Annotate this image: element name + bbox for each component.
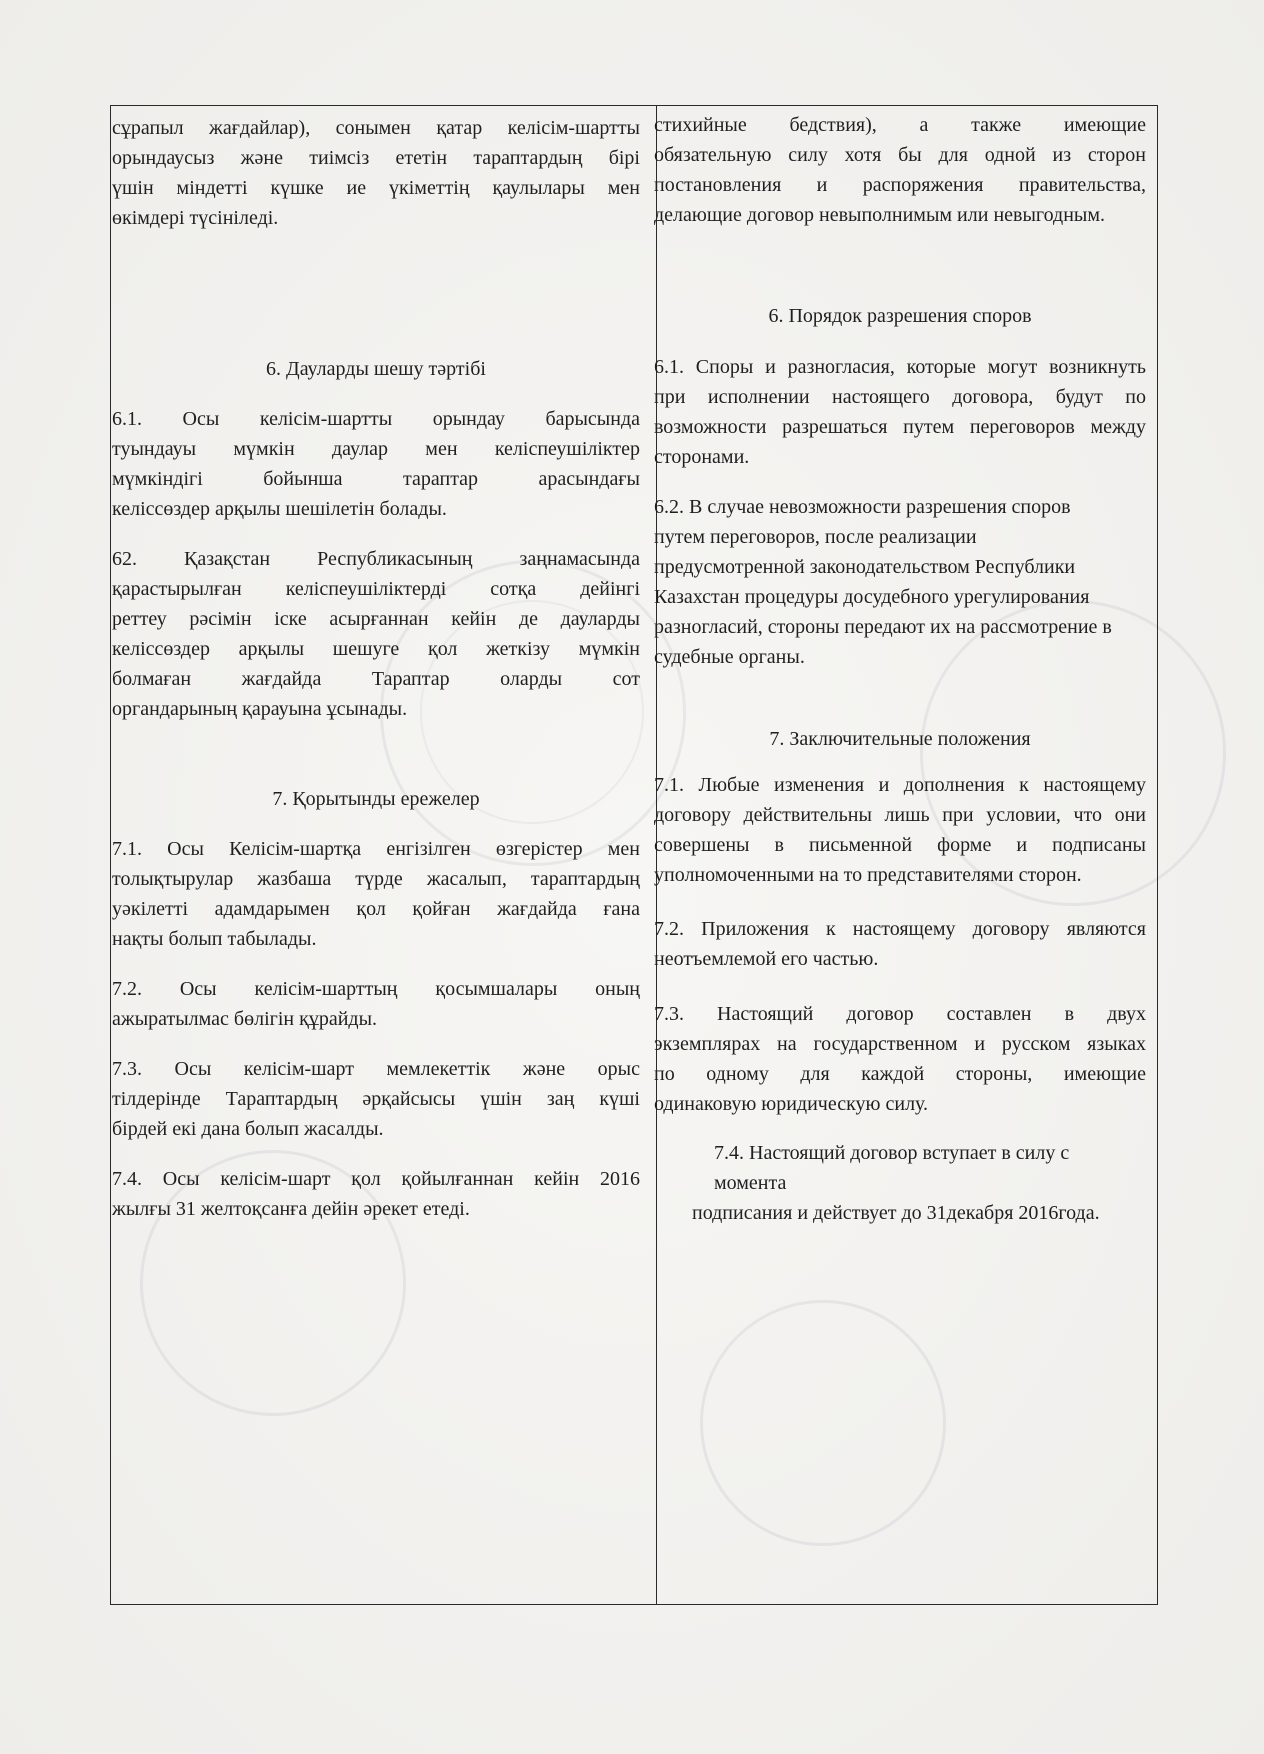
kz-clause-7-1 <box>112 834 640 954</box>
ru-6-1-line-2: при исполнении настоящего договора, будут по <box>654 386 1146 408</box>
kz-clause-7-3 <box>112 1054 640 1144</box>
ru-7-1-line-1: 7.1. Любые изменения и дополнения к настоящему <box>654 774 1146 796</box>
ru-7-4-line-1: 7.4. Настоящий договор вступает в силу с момента <box>714 1142 1070 1194</box>
kz-intro-line-2: орындаусыз және тиімсіз ететін тараптардың бірі <box>112 147 640 169</box>
ru-7-3-line-1: 7.3. Настоящий договор составлен в двух <box>654 1003 1146 1025</box>
ru-clause-7-1 <box>654 770 1146 890</box>
kz-intro-line-3: үшін міндетті күшке ие үкіметтің қаулылары мен <box>112 177 640 199</box>
ru-clause-6-2 <box>654 492 1146 672</box>
kz-7-3-line-3: бірдей екі дана болып жасалды. <box>112 1118 384 1140</box>
ru-7-2-line-2: неотъемлемой его частью. <box>654 948 879 970</box>
ru-clause-7-3 <box>654 999 1146 1119</box>
ru-intro-line-1: стихийные бедствия), а также имеющие <box>654 114 1146 136</box>
kz-7-3-line-1: 7.3. Осы келісім-шарт мемлекеттік және орыс <box>112 1058 640 1080</box>
kz-7-3-line-2: тілдерінде Тараптардың әрқайсысы үшін заң күші <box>112 1088 640 1110</box>
kz-6-2-line-2: қарастырылған келіспеушіліктерді сотқа дейінгі <box>112 578 640 600</box>
kz-7-2-line-1: 7.2. Осы келісім-шарттың қосымшалары оның <box>112 978 640 1000</box>
kz-6-2-line-3: реттеу рәсімін іске асырғаннан кейін де дауларды <box>112 608 640 630</box>
ru-clause-6-1 <box>654 352 1146 472</box>
ru-7-3-line-3: по одному для каждой стороны, имеющие <box>654 1063 1146 1085</box>
kz-7-1-line-2: толықтырулар жазбаша түрде жасалып, тараптардың <box>112 868 640 890</box>
ru-intro-line-4: делающие договор невыполнимым или невыгодным. <box>654 204 1106 226</box>
kz-7-1-line-1: 7.1. Осы Келісім-шартқа енгізілген өзгерістер мен <box>112 838 640 860</box>
kz-clause-6-2 <box>112 544 640 724</box>
kz-6-2-line-1: 62. Қазақстан Республикасының заңнамасында <box>112 548 640 570</box>
ru-6-2-line-1: 6.2. В случае невозможности разрешения споров <box>654 496 1071 518</box>
ru-7-1-line-4: уполномоченными на то представителями сторон. <box>654 864 1082 886</box>
ru-section-6-title: 6. Порядок разрешения споров <box>768 305 1032 327</box>
ru-intro-line-2: обязательную силу хотя бы для одной из сторон <box>654 144 1146 166</box>
ru-6-1-line-1: 6.1. Споры и разногласия, которые могут возникнуть <box>654 356 1146 378</box>
kz-clause-7-4 <box>112 1164 640 1224</box>
kz-6-2-line-5: болмаған жағдайда Тараптар оларды сот <box>112 668 640 690</box>
kz-section-7-title: 7. Қорытынды ережелер <box>272 788 480 810</box>
kz-intro-line-4: өкімдері түсініледі. <box>112 207 279 229</box>
ru-intro-paragraph <box>654 110 1146 230</box>
ru-7-3-line-4: одинаковую юридическую силу. <box>654 1093 929 1115</box>
kz-7-1-line-4: нақты болып табылады. <box>112 928 317 950</box>
ru-6-2-line-2: путем переговоров, после реализации <box>654 526 977 548</box>
ru-6-2-line-4: Казахстан процедуры досудебного урегулирования <box>654 586 1090 608</box>
kz-intro-line-1: сұрапыл жағдайлар), сонымен қатар келісім-шартты <box>112 117 640 139</box>
kz-6-2-line-4: келіссөздер арқылы шешуге қол жеткізу мүмкін <box>112 638 640 660</box>
kz-intro-paragraph <box>112 113 640 233</box>
kz-6-1-line-1: 6.1. Осы келісім-шартты орындау барысында <box>112 408 640 430</box>
kz-clause-7-2 <box>112 974 640 1034</box>
kz-6-2-line-6: органдарының қарауына ұсынады. <box>112 698 408 720</box>
ru-clause-7-4 <box>654 1138 1146 1228</box>
kz-clause-6-1 <box>112 404 640 524</box>
kz-7-4-line-2: жылғы 31 желтоқсанға дейін әрекет етеді. <box>112 1198 470 1220</box>
kz-7-2-line-2: ажыратылмас бөлігін құрайды. <box>112 1008 378 1030</box>
kz-section-6-title: 6. Дауларды шешу тәртібі <box>266 358 486 380</box>
kz-6-1-line-4: келіссөздер арқылы шешілетін болады. <box>112 498 447 520</box>
ru-7-4-line-2: подписания и действует до 31декабря 2016года. <box>692 1202 1100 1224</box>
ru-6-1-line-4: сторонами. <box>654 446 750 468</box>
ru-7-2-line-1: 7.2. Приложения к настоящему договору являются <box>654 918 1146 940</box>
kz-6-1-line-3: мүмкіндігі бойынша тараптар арасындағы <box>112 468 640 490</box>
ru-7-3-line-2: экземплярах на государственном и русском языках <box>654 1033 1146 1055</box>
kz-6-1-line-2: туындауы мүмкін даулар мен келіспеушіліктер <box>112 438 640 460</box>
ru-intro-line-3: постановления и распоряжения правительства, <box>654 174 1146 196</box>
ru-6-1-line-3: возможности разрешаться путем переговоров между <box>654 416 1146 438</box>
ru-7-1-line-2: договору действительны лишь при условии, что они <box>654 804 1146 826</box>
ru-clause-7-2 <box>654 914 1146 974</box>
kz-7-1-line-3: уәкілетті адамдарымен қол қойған жағдайда ғана <box>112 898 640 920</box>
ru-6-2-line-5: разногласий, стороны передают их на рассмотрение в <box>654 616 1112 638</box>
ru-6-2-line-6: судебные органы. <box>654 646 805 668</box>
ru-section-7-title: 7. Заключительные положения <box>769 728 1031 750</box>
ru-6-2-line-3: предусмотренной законодательством Республики <box>654 556 1076 578</box>
ru-7-1-line-3: совершены в письменной форме и подписаны <box>654 834 1146 856</box>
kz-7-4-line-1: 7.4. Осы келісім-шарт қол қойылғаннан кейін 2016 <box>112 1168 640 1190</box>
